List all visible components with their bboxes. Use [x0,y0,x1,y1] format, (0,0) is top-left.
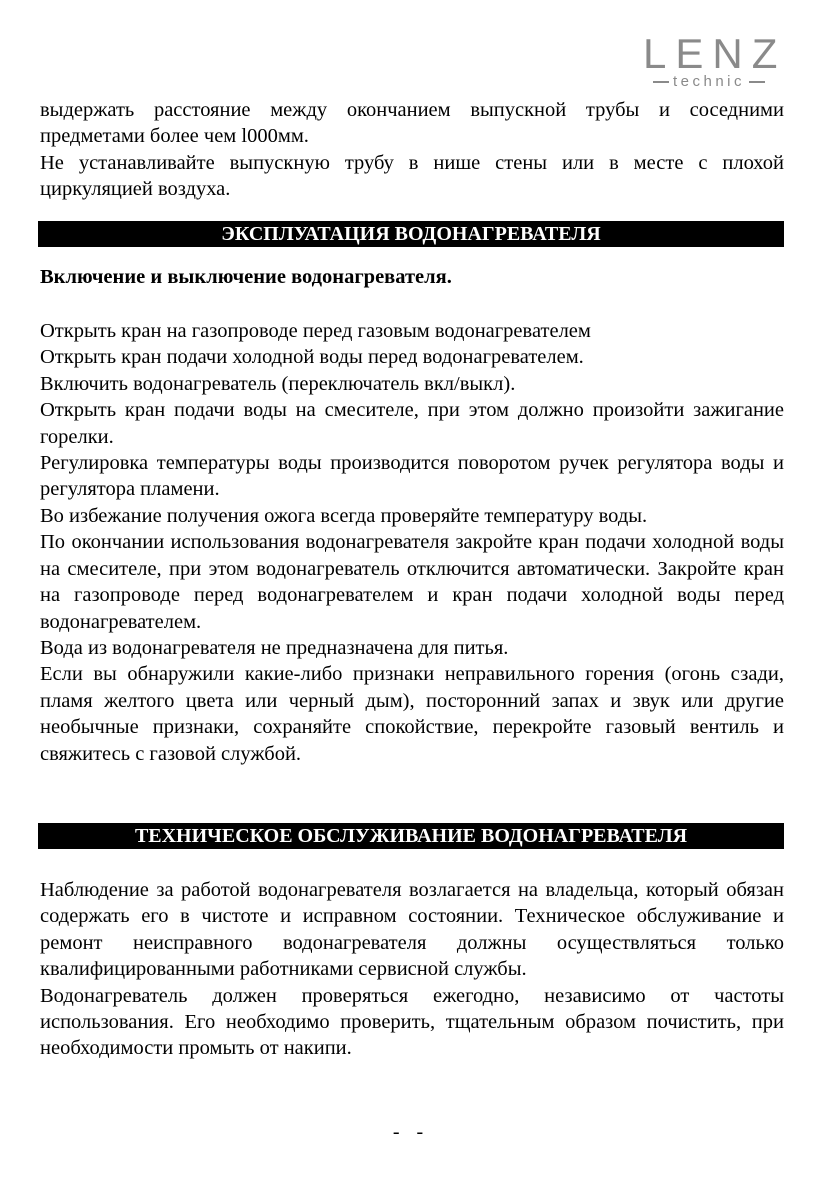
logo-subtitle-text: technic [672,73,746,90]
intro-paragraph: выдержать расстояние между окончанием выпускной трубы и соседними предметами более чем l000мм. [40,99,784,148]
step-paragraph: Если вы обнаружили какие-либо признаки неправильного горения (огонь сзади, пламя желтого цвета или черный дым), посторонний запах и звук или другие необычные признаки, сохраняйте спокойствие, перекройте газовый вентиль и свяжитесь с газовой службой. [40,663,784,765]
logo-brand-text: LENZ [643,30,787,77]
brand-logo [634,30,787,90]
subsection-heading: Включение и выключение водонагревателя. [40,265,452,288]
step-paragraph: Регулировка температуры воды производится поворотом ручек регулятора воды и регулятора пламени. [40,452,784,501]
maintenance-text [40,877,784,1062]
step-paragraph: По окончании использования водонагревателя закройте кран подачи холодной воды на смесителе, при этом водонагреватель отключится автоматически. Закройте кран на газопроводе перед водонагревателем и кран подачи холодной воды перед водонагревателем. [40,531,784,633]
operation-steps [40,318,784,767]
logo-dash-left [653,81,669,83]
maintenance-paragraph: Водонагреватель должен проверяться ежегодно, независимо от частоты использования. Его необходимо проверить, тщательным образом почистить, при необходимости промыть от накипи. [40,984,784,1060]
step-paragraph: Во избежание получения ожога всегда проверяйте температуру воды. [40,504,648,527]
section-heading-operation: ЭКСПЛУАТАЦИЯ ВОДОНАГРЕВАТЕЛЯ [38,221,784,247]
step-paragraph: Открыть кран на газопроводе перед газовым водонагревателем [40,320,591,343]
intro-paragraph: Не устанавливайте выпускную трубу в нише стены или в месте с плохой циркуляцией воздуха. [40,151,784,201]
page-number: - - [392,1121,430,1143]
section-heading-maintenance: ТЕХНИЧЕСКОЕ ОБСЛУЖИВАНИЕ ВОДОНАГРЕВАТЕЛЯ [38,823,784,849]
document-body [40,97,784,1062]
step-paragraph: Открыть кран подачи воды на смесителе, при этом должно произойти зажигание горелки. [40,399,784,448]
step-paragraph: Открыть кран подачи холодной воды перед водонагревателем. [40,346,584,369]
step-paragraph: Вода из водонагревателя не предназначена для питья. [40,636,509,659]
maintenance-paragraph: Наблюдение за работой водонагревателя возлагается на владельца, который обязан содержать его в чистоте и исправном состоянии. Техническое обслуживание и ремонт неисправного водонагревателя должны осуществляться только квалифицированными работниками сервисной службы. [40,878,784,981]
step-paragraph: Включить водонагреватель (переключатель вкл/выкл). [40,372,516,395]
logo-dash-right [749,81,765,83]
